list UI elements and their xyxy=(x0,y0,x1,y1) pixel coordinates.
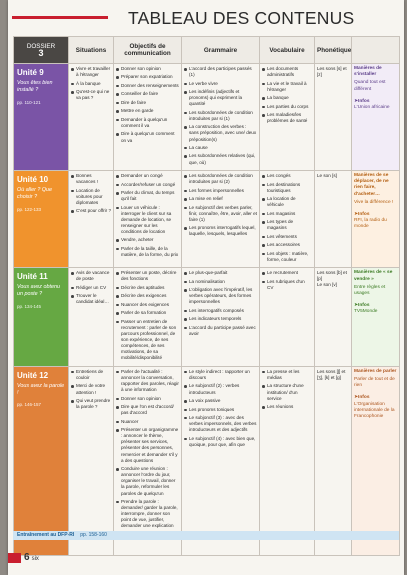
situations-cell xyxy=(69,171,114,268)
list-item: Dire à quelqu'un comment on va xyxy=(116,131,179,143)
vocabulaire-list xyxy=(262,270,312,291)
side-heading: Manières de parler xyxy=(354,368,397,374)
list-item: Les maladies/les problèmes de santé xyxy=(262,112,312,124)
page-number-accent xyxy=(8,553,21,563)
list-item: Parler de la taille, de la matière, de la forme, du prix xyxy=(116,246,179,258)
unit-pages: pp. 134-145 xyxy=(17,303,42,309)
list-item: À la banque xyxy=(71,81,111,87)
infos-text: TV5Monde xyxy=(354,309,378,315)
vocabulaire-list xyxy=(262,173,312,263)
header-grammaire: Grammaire xyxy=(182,37,260,64)
unit-name: Unité 12 xyxy=(17,370,49,380)
list-item: L'accord des participes passés (1) xyxy=(184,66,257,78)
list-item: Demander à quelqu'un comment il va xyxy=(116,117,179,129)
infos-text: L'Organisation internationale de la Francophonie xyxy=(354,401,395,420)
list-item: Le subjonctif (4) : avec bien que, quoique, pour que, afin que xyxy=(184,436,257,448)
unit-subtitle: Vous avez la parole ! xyxy=(17,382,65,396)
header-dossier: DOSSIER 3 xyxy=(14,37,69,64)
list-item: Rédiger un CV xyxy=(71,285,111,291)
list-item: Prendre la parole : demander/ garder la parole, interrompre, donner son point de vue, justifier, demander une explication xyxy=(116,499,179,529)
situations-list xyxy=(71,369,111,410)
list-item: L'obligation avec l'impératif, les verbes opérateurs, des formes impersonnelles xyxy=(184,287,257,305)
side-heading: Manières de se déplacer, de ne rien faire, d'acheter… xyxy=(354,173,389,197)
list-item: Les subordonnées de condition introduites par si (2) xyxy=(184,173,257,185)
list-item: Accorder/refuser un congé xyxy=(116,182,179,188)
header-phonetique: Phonétique xyxy=(315,37,352,64)
list-item: Le verbe vivre xyxy=(184,81,257,87)
grammaire-list xyxy=(184,66,257,166)
book-page xyxy=(8,0,404,575)
unit-cell xyxy=(14,171,69,268)
list-item: Dire de faire xyxy=(116,100,179,106)
list-item: Qu'est-ce qui ne va pas ? xyxy=(71,89,111,101)
list-item: Les magasins xyxy=(262,211,312,217)
unit-row xyxy=(14,268,400,367)
list-item: Préparer son expatriation xyxy=(116,74,179,80)
list-item: Les subordonnées relatives (qui, que, où) xyxy=(184,153,257,165)
situations-cell xyxy=(69,366,114,555)
list-item: Vendre, acheter xyxy=(116,237,179,243)
list-item: Dire que l'on est d'accord/ pas d'accord xyxy=(116,404,179,416)
title-accent-bar xyxy=(12,16,108,19)
list-item: Parler de l'actualité : annoncer la conversation, rapporter des paroles, réagir à une information xyxy=(116,369,179,393)
vocabulaire-cell xyxy=(260,268,315,367)
list-item: Le subjonctif des verbes parler, finir, connaître, être, avoir, aller et faire (1) xyxy=(184,205,257,223)
list-item: Les congés xyxy=(262,173,312,179)
list-item: Entretiens de couloir xyxy=(71,369,111,381)
side-text: Parler de tout et de rien xyxy=(354,377,395,389)
list-item: Demander un congé xyxy=(116,173,179,179)
objectifs-cell xyxy=(114,64,182,171)
objectifs-list xyxy=(116,173,179,258)
list-item: Les destinations touristiques xyxy=(262,182,312,194)
infos-label: ➤ Infos xyxy=(354,303,397,309)
grammaire-cell xyxy=(182,268,260,367)
grammaire-cell xyxy=(182,171,260,268)
dossier-number: 3 xyxy=(38,48,44,58)
list-item: Les rubriques d'un CV xyxy=(262,279,312,291)
list-item: Conduire une réunion : annoncer l'ordre du jour, organiser le travail, donner la parole, reformuler les paroles de quelqu'un xyxy=(116,466,179,496)
list-item: La presse et les médias xyxy=(262,369,312,381)
page-number: 6 six xyxy=(24,552,39,563)
grammaire-cell xyxy=(182,64,260,171)
list-item: La structure d'une institution/ d'un service xyxy=(262,383,312,401)
dfp-training-pages: pp. 158-160 xyxy=(80,532,107,538)
list-item: Les indicateurs temporels xyxy=(184,316,257,322)
list-item: La construction des verbes : sans préposition, avec une/ deux préposition(s) xyxy=(184,124,257,142)
list-item: Merci de votre attention ! xyxy=(71,383,111,395)
unit-cell xyxy=(14,64,69,171)
list-item: Donner des renseignements xyxy=(116,83,179,89)
phonetique-cell: Les sons [b] et [p] Le son [v] xyxy=(315,268,352,367)
list-item: La cause xyxy=(184,145,257,151)
grammaire-list xyxy=(184,369,257,448)
list-item: Bonnes vacances ! xyxy=(71,173,111,185)
list-item: Le subjonctif (3) : avec des verbes impersonnels, des verbes introducteurs et des adjectifs xyxy=(184,415,257,433)
unit-name: Unité 11 xyxy=(17,272,48,282)
unit-name: Unité 9 xyxy=(17,68,44,77)
header-row xyxy=(14,37,400,64)
vocabulaire-cell xyxy=(260,64,315,171)
list-item: La nominalisation xyxy=(184,279,257,285)
infos-text: L'Union africaine xyxy=(354,105,390,111)
list-item: Présenter un organigramme : annoncer le thème, présenter ses services, présenter des personnes, remercier et demander s'il y a des questions xyxy=(116,427,179,464)
header-situations: Situations xyxy=(69,37,114,64)
list-item: Les types de magasins xyxy=(262,219,312,231)
dfp-training-banner xyxy=(13,531,399,540)
list-item: Passer un entretien de recrutement : parler de son parcours professionnel, de son expérience, de ses compétences, de ses motivations, de sa mobilité/disponibilité xyxy=(116,319,179,362)
list-item: Donner son opinion xyxy=(116,396,179,402)
side-heading: Manières de s'installer xyxy=(354,66,382,78)
list-item: Donner son opinion xyxy=(116,66,179,72)
objectifs-cell xyxy=(114,366,182,555)
header-side xyxy=(352,37,400,64)
infos-label: ➤ Infos xyxy=(354,99,397,105)
side-cell xyxy=(352,268,400,367)
list-item: Présenter un poste, décrire des fonctions xyxy=(116,270,179,282)
list-item: Le recrutement xyxy=(262,270,312,276)
unit-cell xyxy=(14,268,69,367)
list-item: Qui veut prendre la parole ? xyxy=(71,398,111,410)
list-item: La mise en relief xyxy=(184,196,257,202)
list-item: Les subordonnées de condition introduites par si (1) xyxy=(184,110,257,122)
list-item: Les formes impersonnelles xyxy=(184,188,257,194)
unit-subtitle: Où aller ? Que choisir ? xyxy=(17,187,53,200)
unit-row xyxy=(14,171,400,268)
list-item: Trouver le candidat idéal… xyxy=(71,293,111,305)
grammaire-list xyxy=(184,173,257,237)
list-item: Vivre et travailler à l'étranger xyxy=(71,66,111,78)
side-cell xyxy=(352,171,400,268)
dfp-training-label: Entraînement au DFP-RI xyxy=(17,532,75,538)
list-item: Avis de vacance de poste xyxy=(71,270,111,282)
situations-list xyxy=(71,173,111,214)
list-item: Parler du climat, du temps qu'il fait xyxy=(116,190,179,202)
situations-list xyxy=(71,66,111,101)
list-item: La vie et le travail à l'étranger xyxy=(262,81,312,93)
infos-label: ➤ Infos xyxy=(354,212,397,218)
contents-table xyxy=(13,36,400,556)
objectifs-cell xyxy=(114,268,182,367)
vocabulaire-cell xyxy=(260,366,315,555)
phonetique-cell: Les sons [s] et [z] xyxy=(315,64,352,171)
unit-cell xyxy=(14,366,69,555)
list-item: Parler de sa formation xyxy=(116,310,179,316)
list-item: Louer un véhicule : interroger le client sur sa demande de location, se renseigner sur les conditions de location xyxy=(116,205,179,235)
phonetique-cell: Les sons [ʃ] et [ʒ], [k] et [g] xyxy=(315,366,352,555)
unit-row xyxy=(14,366,400,555)
phonetique-cell: Le son [s] xyxy=(315,171,352,268)
objectifs-cell xyxy=(114,171,182,268)
unit-subtitle: Vous êtes bien installé ? xyxy=(17,80,53,93)
list-item: Le subjonctif (2) : verbes introducteurs xyxy=(184,383,257,395)
list-item: Les indéfinis (adjectifs et pronoms) qui expriment la quantité xyxy=(184,89,257,107)
side-cell xyxy=(352,64,400,171)
list-item: Les documents administratifs xyxy=(262,66,312,78)
grammaire-cell xyxy=(182,366,260,555)
objectifs-list xyxy=(116,270,179,361)
unit-pages: pp. 146-157 xyxy=(17,402,42,408)
list-item: Le style indirect : rapporter un discours xyxy=(184,369,257,381)
side-text: Quand tout est différent xyxy=(354,80,386,92)
side-text: Entre règles et usages xyxy=(354,284,386,296)
list-item: L'accord du participe passé avec avoir xyxy=(184,325,257,337)
grammaire-list xyxy=(184,270,257,337)
infos-label: ➤ Infos xyxy=(354,395,397,401)
list-item: La location de véhicule xyxy=(262,196,312,208)
situations-cell xyxy=(69,268,114,367)
infos-text: RFI, la radio du monde xyxy=(354,218,387,230)
list-item: Les interrogatifs composés xyxy=(184,308,257,314)
page-title: TABLEAU DES CONTENUS xyxy=(128,8,355,28)
list-item: Nuancer des exigences xyxy=(116,302,179,308)
list-item: La voix passive xyxy=(184,398,257,404)
situations-list xyxy=(71,270,111,305)
list-item: Les réunions xyxy=(262,404,312,410)
list-item: Les pronoms interrogatifs lequel, laquelle, lesquels, lesquelles xyxy=(184,225,257,237)
list-item: Le plus-que-parfait xyxy=(184,270,257,276)
unit-pages: pp. 122-133 xyxy=(17,206,42,212)
list-item: Conseiller de faire xyxy=(116,91,179,97)
list-item: La banque xyxy=(262,95,312,101)
list-item: Location de voitures pour diplomates xyxy=(71,188,111,206)
list-item: Mettre en garde xyxy=(116,108,179,114)
list-item: Nuancer xyxy=(116,419,179,425)
unit-subtitle: Vous avez obtenu un poste ? xyxy=(17,284,60,298)
unit-pages: pp. 110-121 xyxy=(17,99,41,105)
vocabulaire-list xyxy=(262,369,312,410)
vocabulaire-list xyxy=(262,66,312,124)
list-item: Les accessoires xyxy=(262,242,312,248)
objectifs-list xyxy=(116,66,179,144)
unit-row xyxy=(14,64,400,171)
side-cell xyxy=(352,366,400,555)
list-item: Les objets : matière, forme, couleur xyxy=(262,251,312,263)
list-item: Décrire des aptitudes xyxy=(116,285,179,291)
side-heading: Manières de « se vendre » xyxy=(354,270,393,282)
list-item: Les vêtements xyxy=(262,234,312,240)
list-item: C'est pour offrir ? xyxy=(71,208,111,214)
list-item: Décrire des exigences xyxy=(116,293,179,299)
situations-cell xyxy=(69,64,114,171)
side-text: Vive la différence ! xyxy=(354,199,394,205)
header-vocabulaire: Vocabulaire xyxy=(260,37,315,64)
list-item: Les pronoms toniques xyxy=(184,407,257,413)
unit-name: Unité 10 xyxy=(17,175,49,185)
objectifs-list xyxy=(116,369,179,530)
header-objectifs: Objectifs de communication xyxy=(114,37,182,64)
vocabulaire-cell xyxy=(260,171,315,268)
list-item: Les parties du corps xyxy=(262,104,312,110)
